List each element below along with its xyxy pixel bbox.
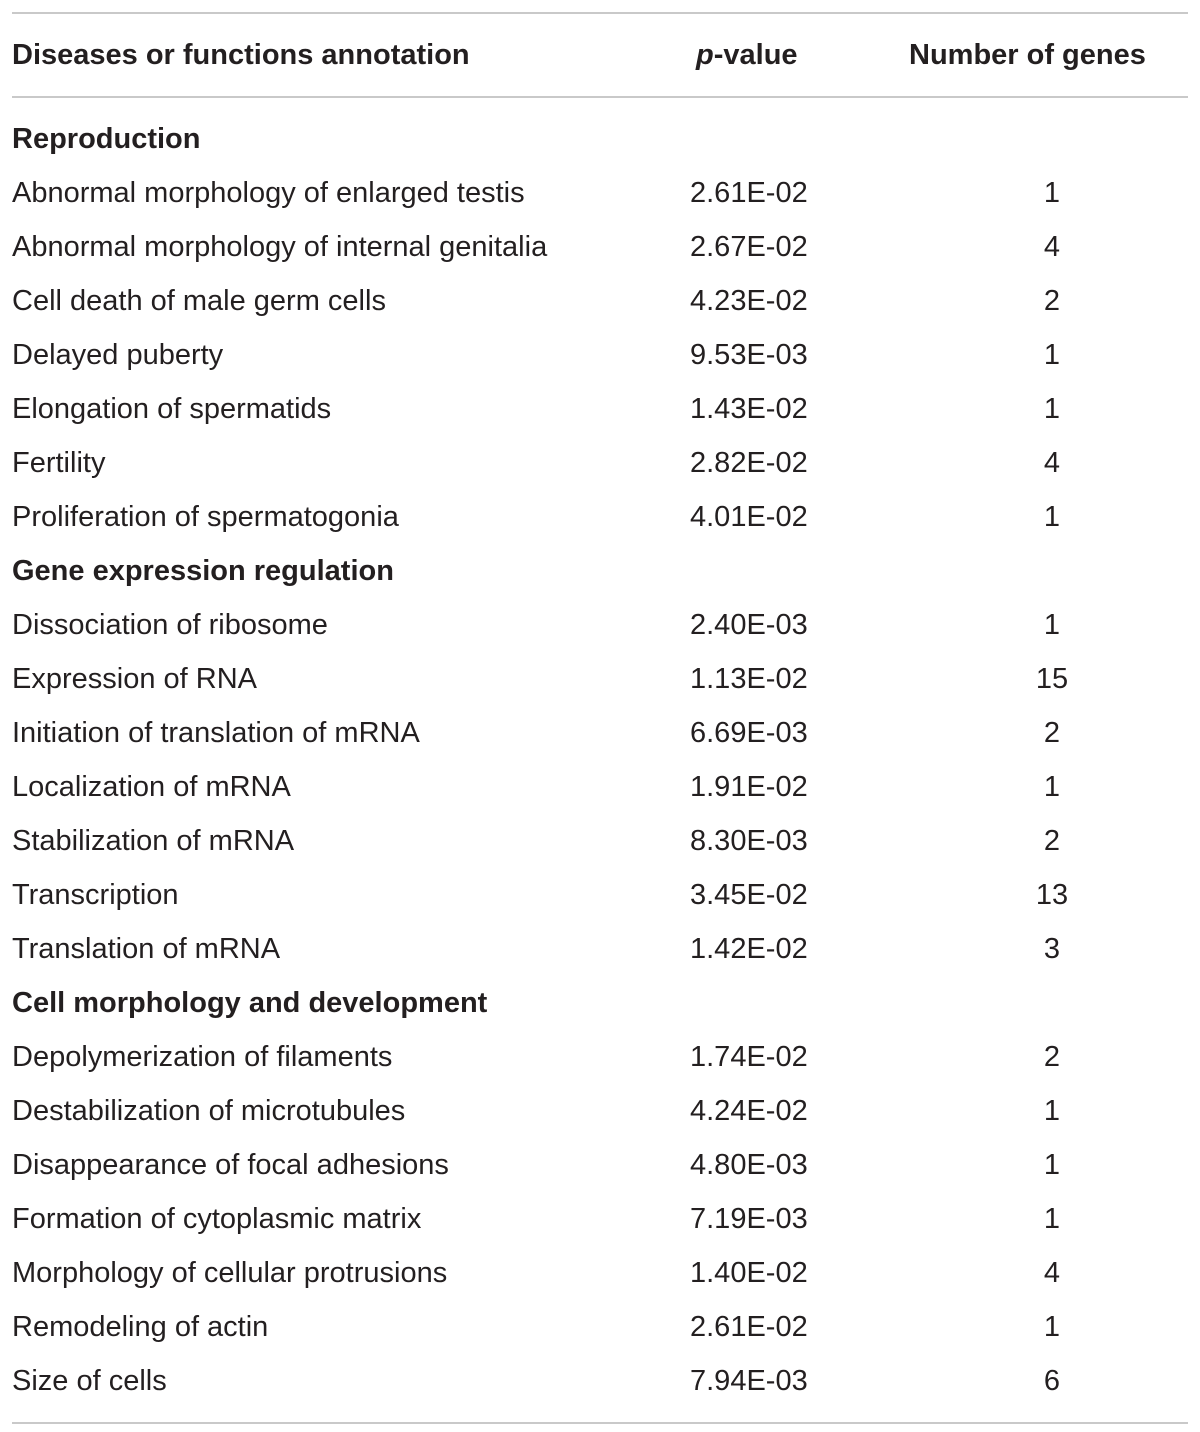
table-row bbox=[12, 1246, 1188, 1300]
gene-count-cell: 1 bbox=[1043, 392, 1061, 425]
bottom-rule bbox=[12, 1422, 1188, 1424]
annotation-cell: Proliferation of spermatogonia bbox=[12, 500, 399, 533]
annotation-cell: Abnormal morphology of enlarged testis bbox=[12, 176, 525, 209]
gene-count-cell: 2 bbox=[1043, 1040, 1061, 1073]
p-value-cell: 2.82E-02 bbox=[690, 446, 808, 479]
gene-count-cell: 1 bbox=[1043, 1148, 1061, 1181]
table-row bbox=[12, 1030, 1188, 1084]
p-value-cell: 9.53E-03 bbox=[690, 338, 808, 371]
table-row bbox=[12, 490, 1188, 544]
annotation-cell: Expression of RNA bbox=[12, 662, 257, 695]
annotation-cell: Fertility bbox=[12, 446, 106, 479]
header-p-value bbox=[696, 14, 798, 96]
gene-count-cell: 1 bbox=[1043, 1094, 1061, 1127]
annotation-cell: Translation of mRNA bbox=[12, 932, 281, 965]
annotation-cell: Remodeling of actin bbox=[12, 1310, 269, 1343]
p-value-cell: 1.43E-02 bbox=[690, 392, 808, 425]
table-row bbox=[12, 1300, 1188, 1354]
gene-count-cell: 1 bbox=[1043, 338, 1061, 371]
header-p-italic: p bbox=[696, 38, 714, 71]
gene-count-cell: 4 bbox=[1043, 446, 1061, 479]
table-row bbox=[12, 868, 1188, 922]
table-row bbox=[12, 598, 1188, 652]
annotation-table bbox=[12, 12, 1188, 1424]
gene-count-cell: 4 bbox=[1043, 230, 1061, 263]
gene-count-cell: 1 bbox=[1043, 500, 1061, 533]
section-title: Cell morphology and development bbox=[12, 986, 488, 1019]
section-row bbox=[12, 544, 1188, 598]
p-value-cell: 8.30E-03 bbox=[690, 824, 808, 857]
gene-count-cell: 1 bbox=[1043, 770, 1061, 803]
table-row bbox=[12, 328, 1188, 382]
p-value-cell: 7.94E-03 bbox=[690, 1364, 808, 1397]
p-value-cell: 7.19E-03 bbox=[690, 1202, 808, 1235]
annotation-cell: Delayed puberty bbox=[12, 338, 224, 371]
table-row bbox=[12, 760, 1188, 814]
section-row bbox=[12, 112, 1188, 166]
gene-count-cell: 1 bbox=[1043, 176, 1061, 209]
annotation-cell: Stabilization of mRNA bbox=[12, 824, 295, 857]
table-body bbox=[12, 112, 1188, 1408]
section-row bbox=[12, 976, 1188, 1030]
gene-count-cell: 1 bbox=[1043, 1310, 1061, 1343]
p-value-cell: 2.67E-02 bbox=[690, 230, 808, 263]
gene-count-cell: 2 bbox=[1043, 716, 1061, 749]
table-row bbox=[12, 382, 1188, 436]
p-value-cell: 4.80E-03 bbox=[690, 1148, 808, 1181]
header-p-rest: -value bbox=[713, 38, 798, 71]
p-value-cell: 1.13E-02 bbox=[690, 662, 808, 695]
gene-count-cell: 6 bbox=[1043, 1364, 1061, 1397]
p-value-cell: 4.23E-02 bbox=[690, 284, 808, 317]
annotation-cell: Disappearance of focal adhesions bbox=[12, 1148, 449, 1181]
section-title: Gene expression regulation bbox=[12, 554, 394, 587]
gene-count-cell: 4 bbox=[1043, 1256, 1061, 1289]
annotation-cell: Dissociation of ribosome bbox=[12, 608, 328, 641]
annotation-cell: Elongation of spermatids bbox=[12, 392, 332, 425]
p-value-cell: 1.42E-02 bbox=[690, 932, 808, 965]
annotation-cell: Abnormal morphology of internal genitalia bbox=[12, 230, 548, 263]
gene-count-cell: 1 bbox=[1043, 1202, 1061, 1235]
table-row bbox=[12, 220, 1188, 274]
annotation-cell: Formation of cytoplasmic matrix bbox=[12, 1202, 422, 1235]
p-value-cell: 4.01E-02 bbox=[690, 500, 808, 533]
annotation-cell: Size of cells bbox=[12, 1364, 167, 1397]
table-row bbox=[12, 1192, 1188, 1246]
table-row bbox=[12, 436, 1188, 490]
table-row bbox=[12, 706, 1188, 760]
p-value-cell: 2.40E-03 bbox=[690, 608, 808, 641]
annotation-cell: Depolymerization of filaments bbox=[12, 1040, 393, 1073]
header-row bbox=[12, 14, 1188, 96]
annotation-cell: Morphology of cellular protrusions bbox=[12, 1256, 448, 1289]
table-row bbox=[12, 1084, 1188, 1138]
header-annotation: Diseases or functions annotation bbox=[12, 38, 470, 71]
annotation-cell: Cell death of male germ cells bbox=[12, 284, 386, 317]
annotation-cell: Localization of mRNA bbox=[12, 770, 291, 803]
p-value-cell: 1.74E-02 bbox=[690, 1040, 808, 1073]
table-row bbox=[12, 166, 1188, 220]
p-value-cell: 1.40E-02 bbox=[690, 1256, 808, 1289]
gene-count-cell: 15 bbox=[1035, 662, 1069, 695]
table-row bbox=[12, 814, 1188, 868]
table-row bbox=[12, 274, 1188, 328]
gene-count-cell: 2 bbox=[1043, 284, 1061, 317]
section-title: Reproduction bbox=[12, 122, 201, 155]
table-row bbox=[12, 922, 1188, 976]
table-row bbox=[12, 1354, 1188, 1408]
gene-count-cell: 2 bbox=[1043, 824, 1061, 857]
annotation-cell: Destabilization of microtubules bbox=[12, 1094, 406, 1127]
gene-count-cell: 13 bbox=[1035, 878, 1069, 911]
p-value-cell: 1.91E-02 bbox=[690, 770, 808, 803]
p-value-cell: 4.24E-02 bbox=[690, 1094, 808, 1127]
table-row bbox=[12, 652, 1188, 706]
annotation-cell: Transcription bbox=[12, 878, 179, 911]
header-number-of-genes: Number of genes bbox=[909, 38, 1146, 71]
gene-count-cell: 1 bbox=[1043, 608, 1061, 641]
annotation-cell: Initiation of translation of mRNA bbox=[12, 716, 420, 749]
p-value-cell: 6.69E-03 bbox=[690, 716, 808, 749]
gene-count-cell: 3 bbox=[1043, 932, 1061, 965]
p-value-cell: 2.61E-02 bbox=[690, 1310, 808, 1343]
p-value-cell: 3.45E-02 bbox=[690, 878, 808, 911]
table-row bbox=[12, 1138, 1188, 1192]
p-value-cell: 2.61E-02 bbox=[690, 176, 808, 209]
